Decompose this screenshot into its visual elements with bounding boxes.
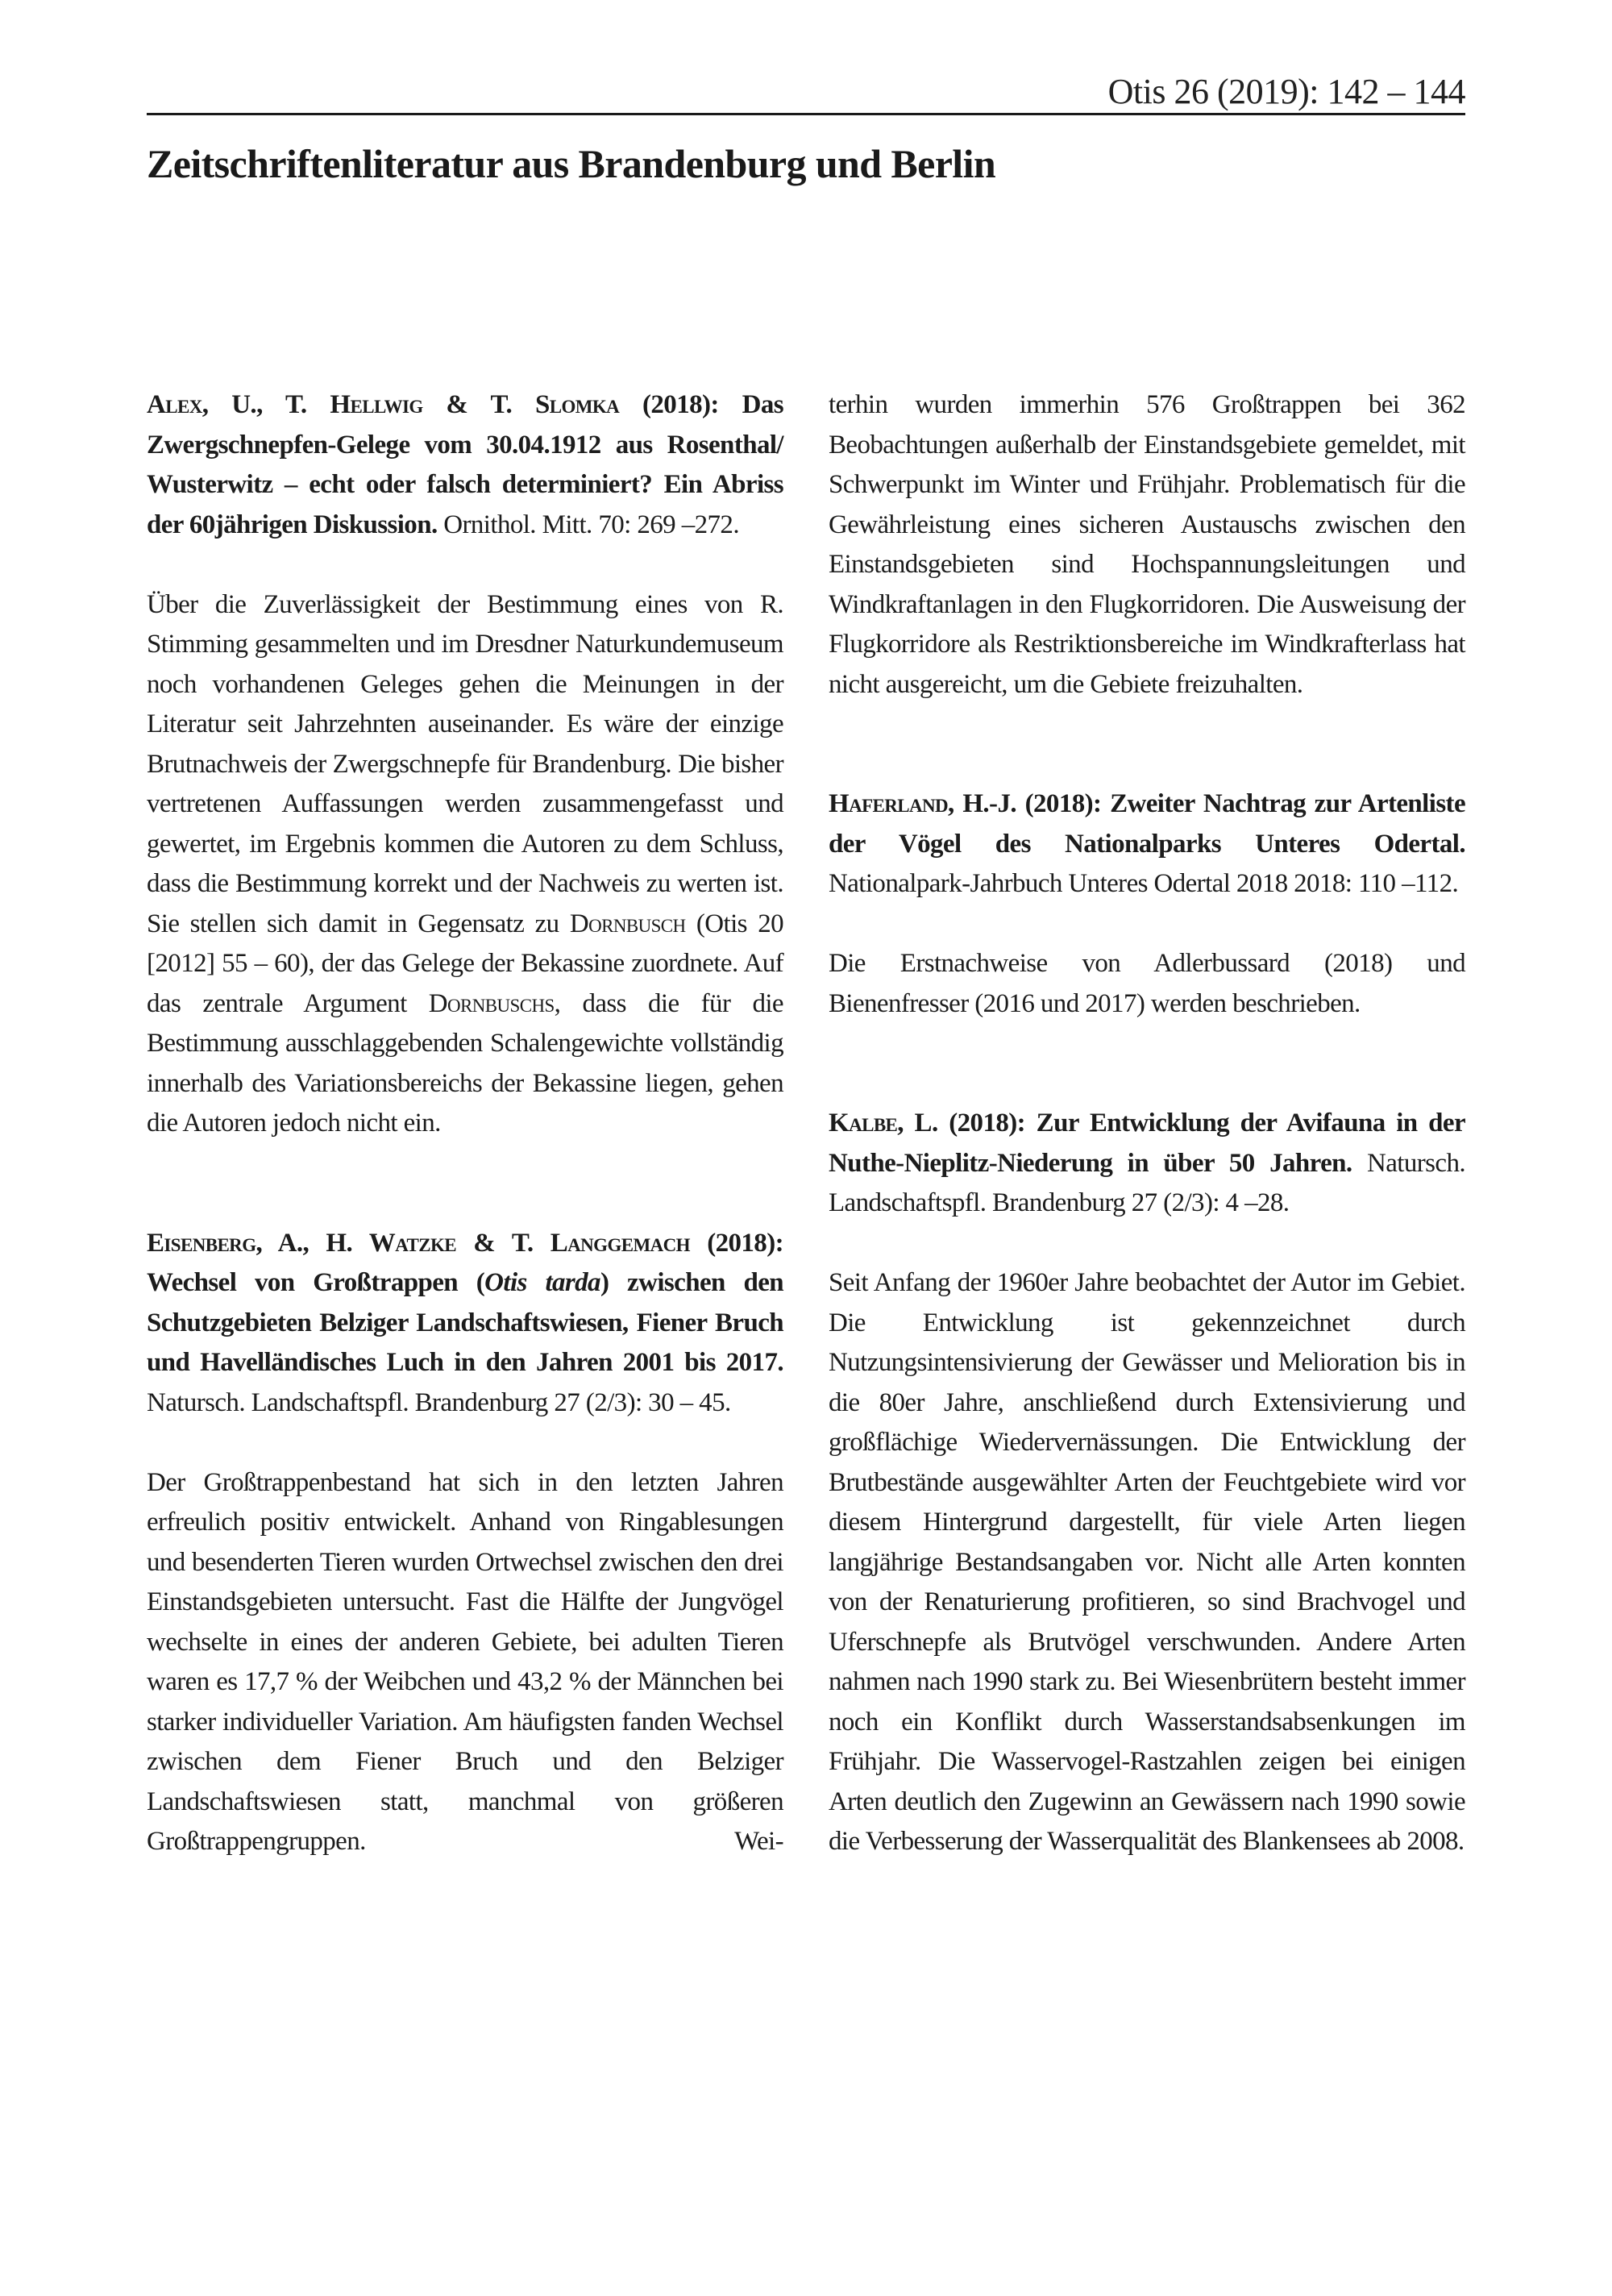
entry-kalbe-2018 [829,1104,1465,1862]
citation-year: (2018): [949,1108,1026,1138]
citation-year: (2018): [1024,789,1102,818]
abstract-text: (Otis 20 [2012] 55 – 60), der das Gelege der Bekassine zuordnete. Auf das zentrale Argument [147,909,783,1018]
citation [829,1104,1465,1224]
citation-authors: Alex, U., T. Hellwig & T. Slomka [147,390,620,419]
citation-authors: Haferland, H.-J. [829,789,1016,818]
entry-eisenberg-2018 [147,1224,783,1862]
abstract [147,585,783,1144]
header-rule [147,113,1465,115]
citation [829,784,1465,905]
cited-author: Dornbuschs [428,988,555,1018]
cited-author: Dornbusch [569,909,686,938]
citation-title: Zur Entwicklung der Avifauna in der Nuthe-Nieplitz-Niederung in über 50 Jahren. [829,1108,1465,1178]
citation-year: (2018): [707,1228,783,1258]
abstract-continued: terhin wurden immerhin 576 Großtrappen bei 362 Beobachtungen außerhalb der Einstandsgebiete gemeldet, mit Schwerpunkt im Winter und Frühjahr. Problematisch für die Gewährleistung eines sicheren Austauschs zwischen den Einstandsgebieten sind Hochspannungsleitungen und Windkraftanlagen in den Flugkorridoren. Die Ausweisung der Flugkorridore als Restriktionsbereiche im Windkrafterlass hat nicht ausgereicht, um die Gebiete freizuhalten. [829,390,1465,699]
abstract-text: , dass die für die Bestimmung ausschlaggebenden Schalengewichte vollständig innerhalb des Variationsbereichs der Bekassine liegen, gehen die Autoren jedoch nicht ein. [147,988,783,1138]
citation-year: (2018): [642,390,719,419]
citation [147,1224,783,1424]
citation-title [147,1268,783,1377]
citation-title: Das Zwergschnepfen-Gelege vom 30.04.1912 aus Rosenthal/ Wusterwitz – echt oder falsch determiniert? Ein Abriss der 60jährigen Diskussion. [147,390,783,539]
right-column [829,385,1465,1862]
citation [147,385,783,545]
citation-title: Zweiter Nachtrag zur Artenliste der Vögel des Nationalparks Unteres Odertal. [829,789,1465,859]
entry-haferland-2018 [829,784,1465,1024]
citation-source: Nationalpark-Jahrbuch Unteres Odertal 2018 2018: 110 –112. [829,869,1459,898]
running-head: Otis 26 (2019): 142 – 144 [1107,72,1465,111]
citation-source: Natursch. Landschaftspfl. Brandenburg 27 (2/3): 30 – 45. [147,1387,731,1417]
abstract: Der Großtrappenbestand hat sich in den letzten Jahren erfreulich positiv entwickelt. Anhand von Ringablesungen und besenderten Tieren wurden Ortwechsel zwischen den drei Einstandsgebieten untersucht. Fast die Hälfte der Jungvögel wechselte in eines der anderen Gebiete, bei adulten Tieren waren es 17,7 % der Weibchen und 43,2 % der Männchen bei starker individueller Variation. Am häufigsten fanden Wechsel zwischen dem Fiener Bruch und den Belziger Landschaftswiesen statt, manchmal von größeren Großtrappengruppen. Wei- [147,1467,783,1856]
title-text: ) zwischen den Schutzgebieten Belziger Landschaftswiesen, Fiener Bruch und Havelländisches Luch in den Jahren 2001 bis 2017. [147,1268,783,1377]
citation-authors: Eisenberg, A., H. Watzke & T. Langgemach [147,1228,690,1258]
section-title: Zeitschriftenliteratur aus Brandenburg und Berlin [147,141,996,186]
abstract: Seit Anfang der 1960er Jahre beobachtet der Autor im Gebiet. Die Entwicklung ist gekennzeichnet durch Nutzungsintensivierung der Gewässer und Melioration bis in die 80er Jahre, anschließend durch Extensivierung und großflächige Wiedervernässungen. Die Entwicklung der Brutbestände ausgewählter Arten der Feuchtgebiete wird vor diesem Hintergrund dargestellt, für viele Arten liegen langjährige Bestandsangaben vor. Nicht alle Arten konnten von der Renaturierung profitieren, so sind Brachvogel und Uferschnepfe als Brutvögel verschwunden. Andere Arten nahmen nach 1990 stark zu. Bei Wiesenbrütern besteht immer noch ein Konflikt durch Wasserstandsabsenkungen im Frühjahr. Die Wasservogel-Rastzahlen zeigen bei einigen Arten deutlich den Zugewinn an Gewässern nach 1990 sowie die Verbesserung der Wasserqualität des Blankensees ab 2008. [829,1268,1465,1856]
abstract: Die Erstnachweise von Adlerbussard (2018) und Bienenfresser (2016 und 2017) werden beschrieben. [829,949,1465,1018]
left-column [147,385,783,1862]
entry-alex-2018 [147,385,783,1144]
citation-authors: Kalbe, L. [829,1108,938,1138]
abstract-text: Über die Zuverlässigkeit der Bestimmung eines von R. Stimming gesammelten und im Dresdner Naturkundemuseum noch vorhandenen Geleges gehen die Meinungen in der Literatur seit Jahrzehnten auseinander. Es wäre der einzige Brutnachweis der Zwergschnepfe für Brandenburg. Die bisher vertretenen Auffassungen werden zusammengefasst und gewertet, im Ergebnis kommen die Autoren zu dem Schluss, dass die Bestimmung korrekt und der Nachweis zu werten ist. Sie stellen sich damit in Gegensatz zu [147,589,783,938]
citation-source: Ornithol. Mitt. 70: 269 –272. [443,510,739,539]
title-text: Wechsel von Großtrappen ( [147,1268,485,1297]
species-name: Otis tarda [484,1268,600,1297]
citation-source: Natursch. Landschaftspfl. Brandenburg 27 (2/3): 4 –28. [829,1148,1466,1217]
